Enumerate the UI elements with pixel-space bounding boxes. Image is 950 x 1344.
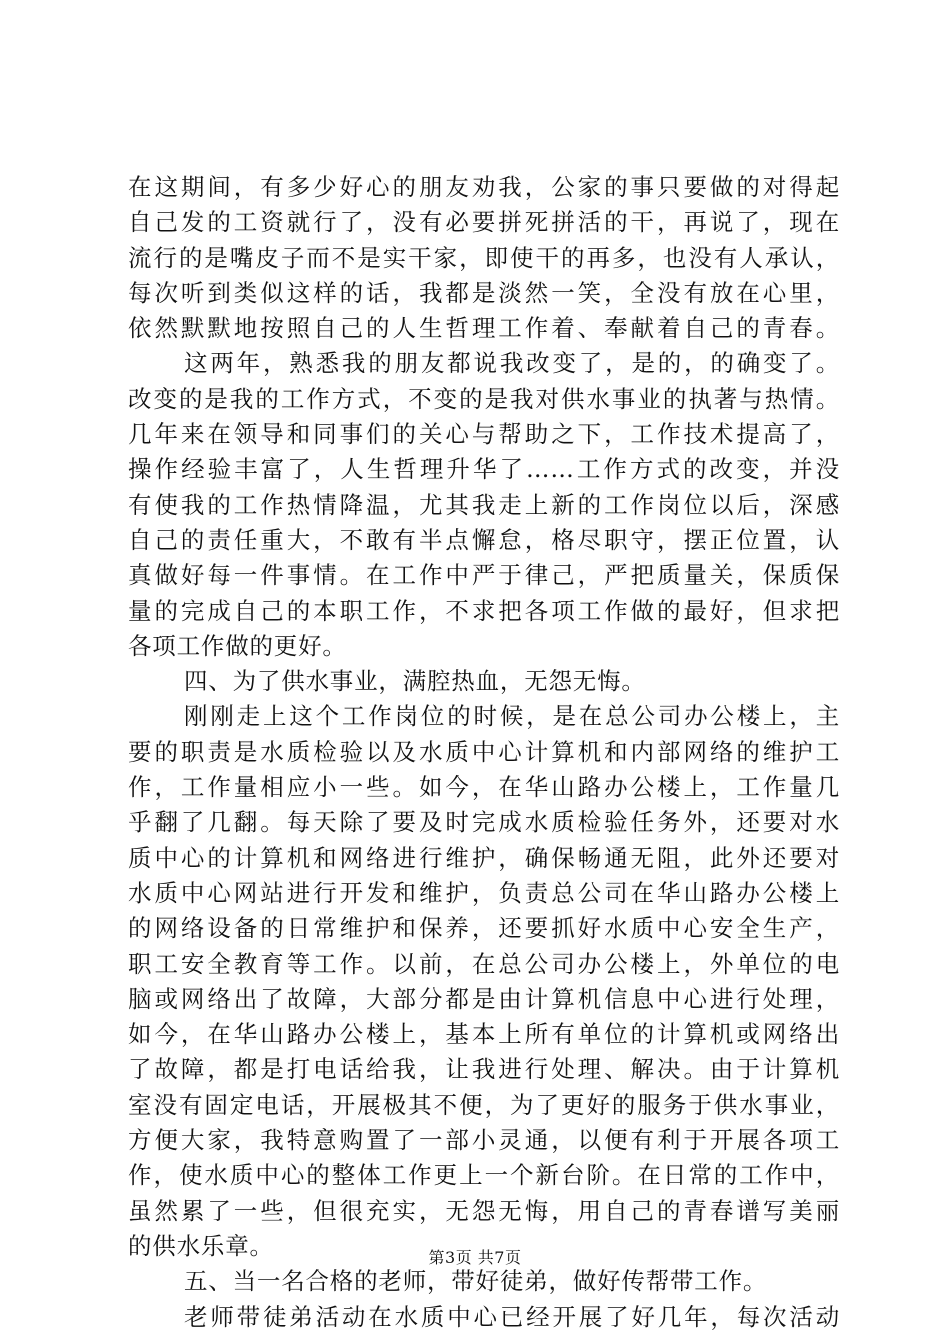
text-line: 如今，在华山路办公楼上，基本上所有单位的计算机或网络出 (128, 1020, 840, 1049)
text-line: 了故障，都是打电话给我，让我进行处理、解决。由于计算机 (128, 1055, 840, 1084)
text-line: 要的职责是水质检验以及水质中心计算机和内部网络的维护工 (128, 737, 840, 766)
text-line: 质中心的计算机和网络进行维护，确保畅通无阻，此外还要对 (128, 843, 840, 872)
text-line: 自己的责任重大，不敢有半点懈怠，格尽职守，摆正位置，认 (128, 525, 840, 554)
text-line: 几年来在领导和同事们的关心与帮助之下，工作技术提高了， (128, 420, 840, 449)
text-line: 每次听到类似这样的话，我都是淡然一笑，全没有放在心里， (128, 278, 840, 307)
text-line: 流行的是嘴皮子而不是实干家，即使干的再多，也没有人承认， (128, 243, 840, 272)
text-line: 的网络设备的日常维护和保养，还要抓好水质中心安全生产， (128, 914, 840, 943)
text-line: 职工安全教育等工作。以前，在总公司办公楼上，外单位的电 (128, 949, 840, 978)
text-line: 室没有固定电话，开展极其不便，为了更好的服务于供水事业， (128, 1090, 840, 1119)
text-line: 改变的是我的工作方式，不变的是我对供水事业的执著与热情。 (128, 384, 840, 413)
text-line: 作，工作量相应小一些。如今，在华山路办公楼上，工作量几 (128, 773, 840, 802)
text-line: 虽然累了一些，但很充实，无怨无悔，用自己的青春谱写美丽 (128, 1196, 840, 1225)
text-line: 脑或网络出了故障，大部分都是由计算机信息中心进行处理， (128, 984, 840, 1013)
text-line: 水质中心网站进行开发和维护，负责总公司在华山路办公楼上 (128, 878, 840, 907)
page-number-footer: 第3页 共7页 (428, 1248, 522, 1267)
paragraph-start-line: 这两年，熟悉我的朋友都说我改变了，是的，的确变了。 (184, 349, 840, 378)
text-line: 有使我的工作热情降温，尤其我走上新的工作岗位以后，深感 (128, 490, 840, 519)
text-line: 量的完成自己的本职工作，不求把各项工作做的最好，但求把 (128, 596, 840, 625)
text-line: 在这期间，有多少好心的朋友劝我，公家的事只要做的对得起 (128, 173, 840, 201)
text-line: 作，使水质中心的整体工作更上一个新台阶。在日常的工作中， (128, 1161, 840, 1190)
text-line: 依然默默地按照自己的人生哲理工作着、奉献着自己的青春。 (128, 314, 840, 343)
paragraph-end-line: 各项工作做的更好。 (128, 631, 347, 660)
paragraph-start-line: 老师带徒弟活动在水质中心已经开展了好几年，每次活动 (184, 1302, 840, 1331)
text-line: 方便大家，我特意购置了一部小灵通，以便有利于开展各项工 (128, 1126, 840, 1155)
text-line: 乎翻了几翻。每天除了要及时完成水质检验任务外，还要对水 (128, 808, 840, 837)
document-body (128, 170, 840, 1335)
section-heading: 五、当一名合格的老师，带好徒弟，做好传帮带工作。 (184, 1267, 768, 1296)
text-line: 自己发的工资就行了，没有必要拼死拼活的干，再说了，现在 (128, 208, 840, 237)
text-line: 真做好每一件事情。在工作中严于律己，严把质量关，保质保 (128, 561, 840, 590)
paragraph-end-line: 的供水乐章。 (128, 1231, 274, 1260)
section-heading: 四、为了供水事业，满腔热血，无怨无悔。 (184, 667, 646, 696)
text-line: 操作经验丰富了，人生哲理升华了……工作方式的改变，并没 (128, 455, 840, 484)
paragraph-start-line: 刚刚走上这个工作岗位的时候，是在总公司办公楼上，主 (184, 702, 840, 731)
